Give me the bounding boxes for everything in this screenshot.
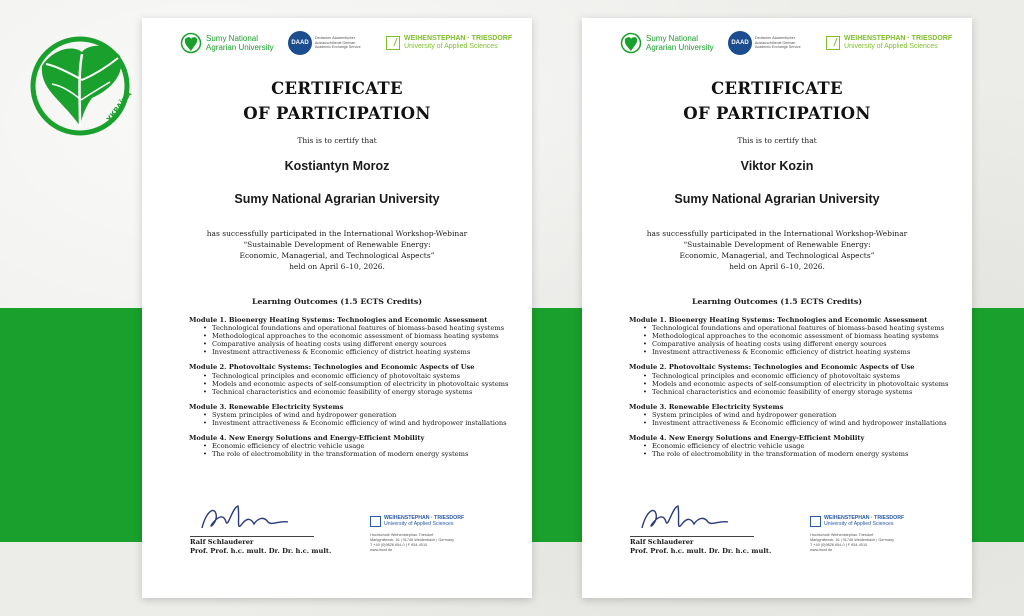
module-item: • Technological principles and economic efficiency of photovoltaic systems [643,372,959,380]
participant-name: Viktor Kozin [740,159,814,173]
snau-logo-line1: Sumy National [646,34,699,43]
module-item: • Economic efficiency of electric vehicle usage [643,442,959,450]
module-item: • Methodological approaches to the economic assessment of biomass heating systems [203,332,519,340]
institution-stamp [370,515,468,553]
header-logos [142,28,532,58]
institution-stamp [810,515,908,553]
daad-logo [288,28,365,58]
signer-title: Prof. Prof. h.c. mult. Dr. Dr. h.c. mult. [630,546,772,555]
stamp-addr1: Hochschule Weihenstephan-Triesdorf [370,533,434,537]
certificate-card [582,18,972,598]
snau-logo [180,30,274,56]
weihenstephan-logo [826,32,952,54]
signer-name: Ralf Schlauderer [630,538,694,546]
ginkgo-leaf-icon [22,30,138,136]
module-item: • Comparative analysis of heating costs using different energy sources [203,340,519,348]
module-item: • Investment attractiveness & Economic efficiency of district heating systems [203,348,519,356]
stamp-line2: University of Applied Sciences [824,521,894,527]
stamp-line2: University of Applied Sciences [384,521,454,527]
snau-leaf-icon [180,32,202,54]
stamp-addr4: www.hswt.de [370,548,393,552]
stamp-addr3: T +49 (0)9826 654-0 | F 654-4010 [810,543,868,547]
desc-line1: has successfully participated in the International Workshop-Webinar [646,229,908,238]
stamp-addr4: www.hswt.de [810,548,833,552]
ws-line2: University of Applied Sciences [844,43,938,50]
module-3 [629,403,959,427]
signature-line [190,536,314,537]
module-item: • Economic efficiency of electric vehicle usage [203,442,519,450]
certificate-title-line1: CERTIFICATE [711,79,843,98]
learning-outcomes-title: Learning Outcomes (1.5 ECTS Credits) [251,297,423,306]
module-item: • Models and economic aspects of self-consumption of electricity in photovoltaic systems [643,380,959,388]
modules-list [629,316,959,465]
module-item: • Technical characteristics and economic feasibility of energy storage systems [203,388,519,396]
stamp-addr1: Hochschule Weihenstephan-Triesdorf [810,533,874,537]
snau-leaf-icon [620,32,642,54]
stamp-line1: WEIHENSTEPHAN · TRIESDORF [824,515,905,521]
module-4 [189,434,519,458]
daad-text: Deutscher Akademischer Austauschdienst German Academic Exchange Service [315,36,361,50]
module-title: Module 4. New Energy Solutions and Energy-Efficient Mobility [189,434,425,443]
module-3 [189,403,519,427]
module-item: • System principles of wind and hydropower generation [203,411,519,419]
module-title: Module 1. Bioenergy Heating Systems: Technologies and Economic Assessment [189,316,488,324]
certificate-card [142,18,532,598]
participant-university: Sumy National Agrarian University [234,192,440,206]
certificate-title-line1: CERTIFICATE [271,79,403,98]
signer-block [190,538,331,555]
signer-block [630,538,771,555]
daad-text: Deutscher Akademischer Austauschdienst German Academic Exchange Service [755,36,801,50]
module-4 [629,434,959,458]
module-item: • Models and economic aspects of self-consumption of electricity in photovoltaic systems [203,380,519,388]
desc-line2: “Sustainable Development of Renewable Energy: [243,240,431,249]
snau-logo-line1: Sumy National [206,34,259,43]
certify-text: This is to certify that [297,136,377,145]
module-title: Module 4. New Energy Solutions and Energy-Efficient Mobility [629,434,865,443]
weihenstephan-logo [386,32,512,54]
snau-logo [620,30,714,56]
module-item: • The role of electromobility in the transformation of modern energy systems [643,450,959,458]
learning-outcomes-title: Learning Outcomes (1.5 ECTS Credits) [691,297,863,306]
module-item: • Comparative analysis of heating costs using different energy sources [643,340,959,348]
module-1 [629,316,959,356]
snau-logo-line2: Agrarian University [206,43,274,52]
module-2 [189,363,519,395]
stamp-line1: WEIHENSTEPHAN · TRIESDORF [384,515,465,521]
module-item: • Technological principles and economic efficiency of photovoltaic systems [203,372,519,380]
desc-line4: held on April 6–10, 2026. [289,262,385,271]
module-title: Module 2. Photovoltaic Systems: Technologies and Economic Aspects of Use [189,363,475,372]
participant-name: Kostiantyn Moroz [284,159,390,173]
desc-line1: has successfully participated in the International Workshop-Webinar [206,229,468,238]
desc-line3: Economic, Managerial, and Technological Aspects” [239,251,435,260]
module-item: • Technological foundations and operational features of biomass-based heating systems [203,324,519,332]
module-item: • Methodological approaches to the economic assessment of biomass heating systems [643,332,959,340]
badge-text: УКРАЇНА [105,90,134,124]
daad-mark: DAAD [288,31,312,55]
modules-list [189,316,519,465]
stamp-addr2: Markgrafenstr. 16 | 91746 Weidenbach | Germany [810,538,895,542]
module-title: Module 1. Bioenergy Heating Systems: Technologies and Economic Assessment [629,316,928,324]
certify-text: This is to certify that [737,136,817,145]
module-item: • Technological foundations and operational features of biomass-based heating systems [643,324,959,332]
module-item: • The role of electromobility in the transformation of modern energy systems [203,450,519,458]
stamp-logo-icon [370,516,381,527]
certificate-title-line2: OF PARTICIPATION [243,104,431,123]
participation-description [582,228,972,272]
signer-name: Ralf Schlauderer [190,538,254,546]
signature-icon [632,498,742,538]
module-2 [629,363,959,395]
ws-line1: WEIHENSTEPHAN · TRIESDORF [844,35,953,42]
desc-line3: Economic, Managerial, and Technological Aspects” [679,251,875,260]
module-1 [189,316,519,356]
signature-icon [192,498,302,538]
module-item: • System principles of wind and hydropower generation [643,411,959,419]
daad-logo [728,28,805,58]
desc-line2: “Sustainable Development of Renewable Energy: [683,240,871,249]
desc-line4: held on April 6–10, 2026. [729,262,825,271]
snau-logo-line2: Agrarian University [646,43,714,52]
stamp-addr3: T +49 (0)9826 654-0 | F 654-4010 [370,543,428,547]
signature-line [630,536,754,537]
ws-line2: University of Applied Sciences [404,43,498,50]
daad-mark: DAAD [728,31,752,55]
weihenstephan-icon [826,36,840,50]
module-title: Module 3. Renewable Electricity Systems [189,402,344,411]
module-item: • Technical characteristics and economic feasibility of energy storage systems [643,388,959,396]
module-title: Module 3. Renewable Electricity Systems [629,402,784,411]
module-item: • Investment attractiveness & Economic efficiency of wind and hydropower installations [203,419,519,427]
weihenstephan-icon [386,36,400,50]
header-logos [582,28,972,58]
stamp-logo-icon [810,516,821,527]
module-item: • Investment attractiveness & Economic efficiency of wind and hydropower installations [643,419,959,427]
ws-line1: WEIHENSTEPHAN · TRIESDORF [404,35,513,42]
certificate-title-line2: OF PARTICIPATION [683,104,871,123]
signer-title: Prof. Prof. h.c. mult. Dr. Dr. h.c. mult. [190,546,332,555]
participation-description [142,228,532,272]
module-item: • Investment attractiveness & Economic efficiency of district heating systems [643,348,959,356]
participant-university: Sumy National Agrarian University [674,192,880,206]
stamp-addr2: Markgrafenstr. 16 | 91746 Weidenbach | Germany [370,538,455,542]
module-title: Module 2. Photovoltaic Systems: Technologies and Economic Aspects of Use [629,363,915,372]
